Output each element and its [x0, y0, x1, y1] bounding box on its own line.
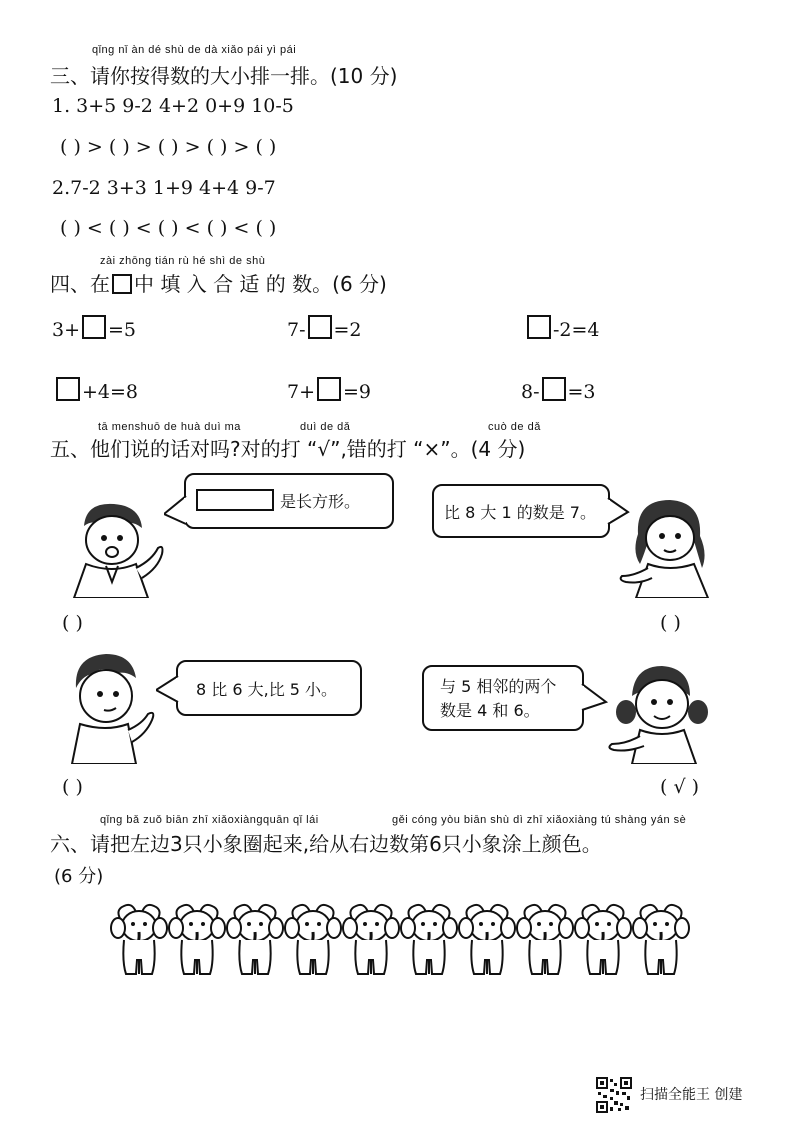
s3-title: 三、请你按得数的大小排一排。(10 分) — [50, 64, 398, 88]
boy-illustration-icon — [66, 498, 170, 598]
s4-item-1-post: =5 — [108, 319, 137, 341]
s5-title: 五、他们说的话对吗?对的打 “√”,错的打 “×”。(4 分) — [50, 437, 526, 461]
s3-q1-parens: ( ) > ( ) > ( ) > ( ) > ( ) — [60, 136, 277, 158]
elephant-icon[interactable] — [632, 902, 690, 982]
s4-item-6-post: =3 — [567, 381, 596, 403]
s4-item-4 — [54, 377, 138, 403]
elephant-icon[interactable] — [110, 902, 168, 982]
s4-item-2-post: =2 — [333, 319, 362, 341]
s3-q1: 1. 3+5 9-2 4+2 0+9 10-5 — [52, 95, 294, 117]
boy-illustration-icon — [66, 648, 162, 764]
s4-item-1-pre: 3+ — [52, 319, 81, 341]
s6-title: 六、请把左边3只小象圈起来,给从右边数第6只小象涂上颜色。 — [50, 832, 602, 856]
s4-item-4-post: +4=8 — [82, 381, 139, 403]
s4-item-3 — [525, 315, 600, 341]
answer-box[interactable] — [542, 377, 566, 401]
s4-title — [50, 268, 387, 297]
blank-box-icon — [112, 274, 132, 294]
elephant-icon[interactable] — [284, 902, 342, 982]
s4-pinyin: zài zhōng tián rù hé shì de shù — [100, 255, 266, 267]
bubble-tail-icon — [156, 676, 180, 706]
girl-illustration-icon — [616, 494, 720, 598]
s6-pinyin-2: gěi cóng yòu biān shù dì zhī xiǎoxiàng tú shàng yán sè — [392, 814, 687, 826]
s5-pinyin-1: tā menshuō de huà duì ma — [98, 421, 241, 433]
elephant-icon[interactable] — [516, 902, 574, 982]
girl-illustration-icon — [604, 660, 724, 764]
bubble-3-text: 8 比 6 大,比 5 小。 — [196, 680, 338, 699]
bubble-tail-icon — [164, 496, 188, 526]
s4-title-b: 中 填 入 合 适 的 数。(6 分) — [134, 272, 387, 296]
elephant-icon[interactable] — [168, 902, 226, 982]
s6-pinyin-1: qǐng bǎ zuǒ biān zhī xiǎoxiàngquān qǐ lái — [100, 814, 319, 826]
bubble-1-text: 是长方形。 — [280, 492, 361, 511]
answer-box[interactable] — [56, 377, 80, 401]
answer-paren-1[interactable]: ( ) — [62, 612, 83, 634]
elephant-icon[interactable] — [458, 902, 516, 982]
bubble-4-line-1: 与 5 相邻的两个 — [440, 677, 557, 696]
elephant-icon[interactable] — [400, 902, 458, 982]
speech-bubble-3 — [176, 660, 362, 716]
speech-bubble-1 — [184, 473, 394, 529]
s4-item-6 — [521, 377, 596, 403]
s6-score: (6 分) — [54, 866, 104, 887]
answer-paren-2[interactable]: ( ) — [660, 612, 681, 634]
elephant-icon[interactable] — [574, 902, 632, 982]
cuboid-icon — [196, 489, 274, 511]
s3-pinyin: qǐng nǐ àn dé shù de dà xiǎo pái yì pái — [92, 44, 297, 56]
s4-item-1 — [52, 315, 136, 341]
s4-item-6-pre: 8- — [521, 381, 540, 403]
answer-paren-3[interactable]: ( ) — [62, 776, 83, 798]
footer-text: 扫描全能王 创建 — [640, 1087, 743, 1103]
elephant-icon[interactable] — [226, 902, 284, 982]
answer-box[interactable] — [308, 315, 332, 339]
answer-box[interactable] — [317, 377, 341, 401]
s4-item-2-pre: 7- — [287, 319, 306, 341]
bubble-2-text: 比 8 大 1 的数是 7。 — [444, 503, 596, 522]
speech-bubble-4 — [422, 665, 584, 731]
answer-box[interactable] — [82, 315, 106, 339]
s4-item-5-pre: 7+ — [287, 381, 316, 403]
s4-item-5 — [287, 377, 371, 403]
s4-item-2 — [287, 315, 362, 341]
answer-box[interactable] — [527, 315, 551, 339]
s3-q2-parens: ( ) < ( ) < ( ) < ( ) < ( ) — [60, 217, 277, 239]
elephant-row — [110, 902, 720, 986]
s4-item-5-post: =9 — [343, 381, 372, 403]
qr-code-icon — [596, 1077, 632, 1113]
speech-bubble-2 — [432, 484, 610, 538]
bubble-4-line-2: 数是 4 和 6。 — [440, 701, 540, 720]
s4-item-3-post: -2=4 — [553, 319, 600, 341]
s3-q2: 2.7-2 3+3 1+9 4+4 9-7 — [52, 177, 276, 199]
s5-pinyin-3: cuò de dǎ — [488, 421, 541, 433]
s4-title-a: 四、在 — [50, 272, 110, 296]
s5-pinyin-2: duì de dǎ — [300, 421, 351, 433]
answer-paren-4[interactable]: ( √ ) — [660, 776, 700, 798]
elephant-icon[interactable] — [342, 902, 400, 982]
